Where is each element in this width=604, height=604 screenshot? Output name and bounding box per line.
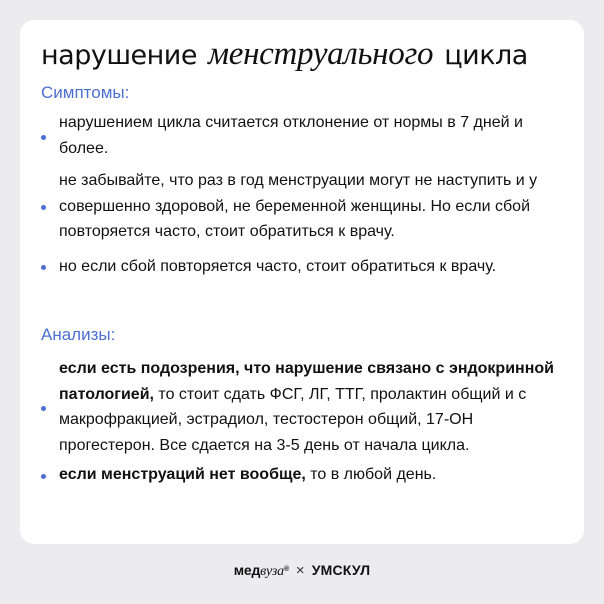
analyses-section	[41, 324, 571, 488]
footer-brands	[0, 561, 604, 581]
analysis-rest-2: то в любой день.	[305, 466, 437, 483]
brand-medvuza-part-b: вуза	[260, 564, 284, 579]
brand-medvuza-part-a: мед	[233, 562, 261, 578]
analysis-rest-1: то стоит сдать ФСГ, ЛГ, ТТГ, пролактин общий и с макрофракцией, эстрадиол, тестостерон общий, 17-ОН прогестерон. Все сдается на 3-5 день от начала цикла.	[59, 385, 527, 454]
page-title	[41, 34, 528, 76]
bullet-icon	[41, 265, 46, 270]
registered-mark: ®	[283, 566, 289, 573]
symptom-text-3: но если сбой повторяется часто, стоит обратиться к врачу.	[59, 257, 497, 275]
list-item	[41, 254, 571, 280]
title-part-2: менструального	[208, 36, 434, 72]
brand-logo-umskul: УМСКУЛ	[311, 562, 371, 578]
symptoms-section	[41, 82, 571, 279]
list-item	[41, 356, 571, 458]
analyses-label: Анализы:	[41, 325, 116, 344]
brand-logo-medvuza	[234, 561, 289, 581]
analysis-bold-2: если менструаций нет вообще,	[59, 466, 306, 483]
analysis-bold-1: если есть подозрения, что нарушение связано с эндокринной патологией,	[59, 360, 554, 403]
list-item	[41, 168, 571, 245]
bullet-icon	[41, 135, 46, 140]
title-part-1: нарушение	[41, 40, 197, 71]
analysis-text-2	[59, 462, 436, 488]
bullet-icon	[41, 474, 46, 479]
symptom-text-2: не забывайте, что раз в год менструации могут не наступить и у совершенно здоровой, не беременной женщины. Но если сбой повторяется часто, стоит обратиться к врачу.	[59, 172, 538, 240]
analysis-text-1	[59, 356, 571, 458]
bullet-icon	[41, 406, 46, 411]
title-part-3: цикла	[444, 40, 528, 71]
list-item	[41, 462, 571, 488]
list-item	[41, 110, 571, 161]
bullet-icon	[41, 205, 46, 210]
separator-cross: ×	[295, 562, 305, 579]
symptoms-label: Симптомы:	[41, 83, 130, 102]
symptom-text-1: нарушением цикла считается отклонение от нормы в 7 дней и более.	[59, 114, 523, 157]
content-card	[20, 20, 584, 544]
